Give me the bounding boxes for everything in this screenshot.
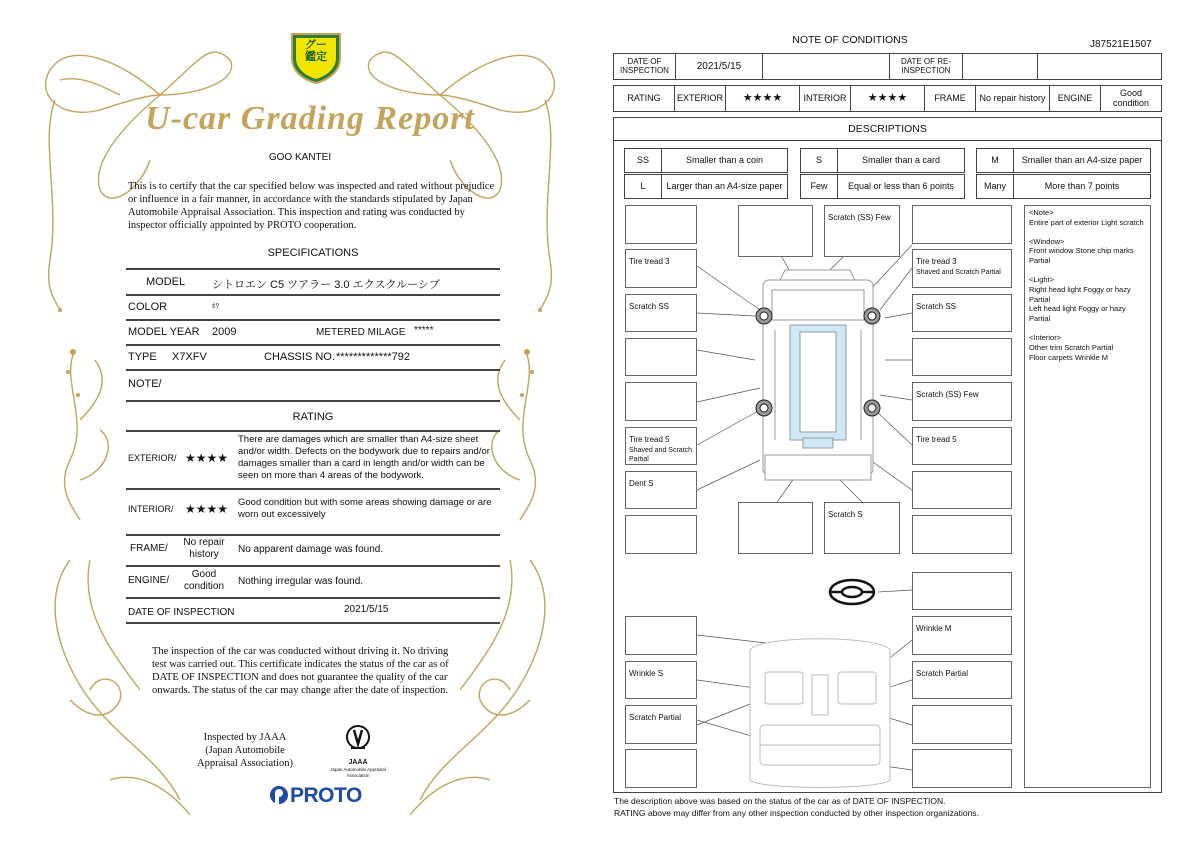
divider — [126, 319, 500, 321]
model-year-label: MODEL YEAR — [128, 326, 200, 338]
legend-code: S — [800, 148, 838, 173]
date-insp-value: 2021/5/15 — [675, 53, 763, 80]
note-line: Right head light Foggy or hazy Partial — [1029, 284, 1131, 304]
damage-box — [824, 502, 900, 554]
conditions-page — [600, 0, 1200, 848]
engine-desc: Nothing irregular was found. — [238, 576, 364, 587]
damage-box — [912, 382, 1012, 421]
interior-label: INTERIOR — [799, 85, 851, 112]
damage-box — [625, 749, 697, 788]
damage-box — [912, 705, 1012, 744]
damage-box-text: Scratch (SS) Few — [916, 390, 979, 399]
milage-label: METERED MILAGE — [316, 327, 406, 338]
date-label: DATE OF INSPECTION — [128, 607, 235, 618]
damage-box-text: Scratch SS — [916, 302, 957, 311]
divider — [126, 369, 500, 371]
descriptions-heading: DESCRIPTIONS — [613, 117, 1162, 141]
damage-box — [625, 471, 697, 509]
note-line: <Interior> — [1029, 332, 1062, 342]
chassis-value: *************792 — [336, 351, 411, 363]
damage-box-subtext: Shaved and Scratch Partial — [916, 269, 1001, 276]
damage-box — [625, 661, 697, 699]
notes-panel — [1024, 205, 1151, 788]
date-insp-label: DATE OF INSPECTION — [613, 53, 676, 80]
damage-box-text: Wrinkle M — [916, 624, 952, 633]
exterior-desc: There are damages which are smaller than A4-size sheet and/or width. Defects on the bodywork due to repairs and/or damages smaller than a card in length and/or width can be seen on more than 4 areas of the bodywork. — [238, 434, 490, 481]
note-label: NOTE/ — [128, 378, 162, 390]
exterior-label: EXTERIOR — [674, 85, 726, 112]
frame-desc: No apparent damage was found. — [238, 544, 384, 555]
interior-stars: ★★★★ — [850, 85, 925, 112]
damage-box-text: Tire tread 5 — [916, 435, 957, 444]
legend-code: Few — [800, 174, 838, 199]
legend-text: Larger than an A4-size paper — [661, 174, 788, 199]
goo-kantei-badge — [288, 28, 344, 84]
divider — [126, 268, 500, 270]
footer-line-2: RATING above may differ from any other inspection conducted by other inspection organizations. — [614, 808, 979, 818]
legend-code: L — [624, 174, 662, 199]
frame-label: FRAME — [924, 85, 976, 112]
damage-box — [912, 749, 1012, 788]
frame-label: FRAME/ — [130, 543, 168, 554]
damage-box — [738, 502, 813, 554]
proto-text: PROTO — [290, 784, 362, 807]
engine-value: Good condition — [183, 569, 225, 592]
engine-value: Good condition — [1100, 85, 1162, 112]
report-subtitle: GOO KANTEI — [268, 152, 332, 163]
divider — [126, 622, 500, 624]
inspected-by: Inspected by JAAA (Japan Automobile Appraisal Association) — [197, 732, 293, 769]
damage-box — [738, 205, 813, 257]
divider — [126, 565, 500, 567]
conditions-heading: NOTE OF CONDITIONS — [792, 34, 908, 46]
note-line: Front window Stone chip marks Partial — [1029, 246, 1134, 266]
divider — [126, 488, 500, 490]
color-value: ﾎﾜ — [212, 303, 219, 310]
interior-desc: Good condition but with some areas showing damage or are worn out excessively — [238, 497, 492, 520]
note-line: Other trim Scratch Partial — [1029, 342, 1114, 352]
legend-text: Smaller than an A4-size paper — [1013, 148, 1151, 173]
legend-text: More than 7 points — [1013, 174, 1151, 199]
legend-text: Equal or less than 6 points — [837, 174, 965, 199]
damage-box — [912, 249, 1012, 288]
damage-box-subtext: Shaved and Scratch Partial — [629, 447, 693, 463]
damage-box-text: Scratch (SS) Few — [828, 213, 891, 222]
damage-box-text: Wrinkle S — [629, 669, 664, 678]
engine-label: ENGINE/ — [128, 575, 170, 586]
rating-heading: RATING — [292, 411, 334, 423]
damage-box — [625, 338, 697, 376]
milage-value: ***** — [414, 325, 434, 336]
proto-logo — [268, 783, 362, 809]
damage-box — [625, 427, 697, 465]
badge-text: グー 鑑定 — [305, 39, 327, 63]
reinsp-label: DATE OF RE-INSPECTION — [889, 53, 963, 80]
note-line — [1029, 228, 1146, 237]
jaaa-text: JAAA — [348, 759, 368, 766]
damage-box — [912, 515, 1012, 554]
certify-text: This is to certify that the car specified below was inspected and rated without prejudice or influence in a fair manner, in accordance with the standards stipulated by Japan Automobile Appraisal Association. This inspection and rating was conducted by inspector officially appointed by PROTO cooperation. — [128, 181, 495, 231]
exterior-stars: ★★★★ — [725, 85, 800, 112]
legend-text: Smaller than a card — [837, 148, 965, 173]
chassis-label: CHASSIS NO. — [264, 351, 335, 363]
divider — [126, 430, 500, 432]
damage-box-text: Scratch S — [828, 510, 863, 519]
exterior-label: EXTERIOR/ — [128, 453, 177, 463]
proto-mark-icon — [268, 784, 290, 808]
damage-box — [912, 294, 1012, 332]
date-value: 2021/5/15 — [344, 604, 389, 615]
note-line — [1029, 324, 1146, 333]
steering-wheel-icon — [830, 580, 874, 604]
divider — [126, 400, 500, 402]
footer-line-1: The description above was based on the status of the car as of DATE OF INSPECTION. — [614, 796, 946, 806]
damage-box-text: Tire tread 5 — [629, 435, 670, 444]
note-line: Left head light Foggy or hazy Partial — [1029, 304, 1126, 324]
report-title: U-car Grading Report — [145, 100, 475, 137]
damage-box-text: Scratch SS — [629, 302, 670, 311]
rating-label: RATING — [613, 85, 675, 112]
damage-box — [912, 616, 1012, 655]
color-label: COLOR — [128, 301, 168, 313]
damage-box-text: Scratch Partial — [916, 669, 969, 678]
damage-box — [625, 249, 697, 288]
divider — [126, 597, 500, 599]
legend-code: SS — [624, 148, 662, 173]
interior-label: INTERIOR/ — [128, 504, 174, 514]
damage-box — [625, 382, 697, 421]
note-line: Entire part of exterior Light scratch — [1029, 217, 1144, 227]
jaaa-emblem-icon — [345, 724, 371, 754]
engine-label: ENGINE — [1049, 85, 1101, 112]
damage-box-text: Dent S — [629, 479, 654, 488]
damage-box — [625, 705, 697, 744]
note-line: <Window> — [1029, 236, 1065, 246]
damage-box — [912, 471, 1012, 509]
report-code: J87521E1507 — [1090, 39, 1152, 50]
divider — [126, 534, 500, 536]
model-year-value: 2009 — [212, 326, 237, 338]
frame-value: No repair history — [183, 537, 225, 560]
note-line: <Light> — [1029, 274, 1055, 284]
interior-stars: ★★★★ — [185, 502, 229, 516]
spec-heading: SPECIFICATIONS — [267, 247, 359, 259]
type-value: X7XFV — [172, 351, 207, 363]
damage-box — [912, 205, 1012, 244]
type-label: TYPE — [128, 351, 157, 363]
legend-text: Smaller than a coin — [661, 148, 788, 173]
model-value: シトロエン C5 ツアラー 3.0 エクスクルーシブ — [212, 279, 440, 291]
damage-box — [625, 205, 697, 244]
damage-box — [625, 294, 697, 332]
damage-box — [912, 427, 1012, 465]
note-line: <Note> — [1029, 208, 1054, 217]
jaaa-subtext: Japan Automobile Appraisal Association — [330, 767, 386, 778]
frame-value: No repair history — [975, 85, 1050, 112]
damage-box-text: Tire tread 3 — [916, 257, 957, 266]
damage-box — [912, 572, 1012, 610]
divider — [126, 294, 500, 296]
damage-box — [912, 338, 1012, 376]
damage-box-text: Scratch Partial — [629, 713, 682, 722]
footer-text: The inspection of the car was conducted without driving it. No driving test was carried out. This certificate indicates the status of the car as of DATE OF INSPECTION and does not guarantee the quality of the car onwards. The status of the car may change after the date of inspection. — [152, 646, 449, 696]
damage-box-text: Tire tread 3 — [629, 257, 670, 266]
damage-box — [625, 515, 697, 554]
legend-code: Many — [976, 174, 1014, 199]
damage-box — [625, 616, 697, 655]
legend-code: M — [976, 148, 1014, 173]
exterior-stars: ★★★★ — [185, 451, 229, 465]
note-line: Floor carpets Wrinkle M — [1029, 352, 1109, 362]
divider — [126, 344, 500, 346]
model-label: MODEL — [146, 276, 186, 288]
damage-box — [824, 205, 900, 257]
jaaa-logo — [320, 724, 396, 776]
damage-box — [912, 661, 1012, 699]
note-line — [1029, 266, 1146, 275]
